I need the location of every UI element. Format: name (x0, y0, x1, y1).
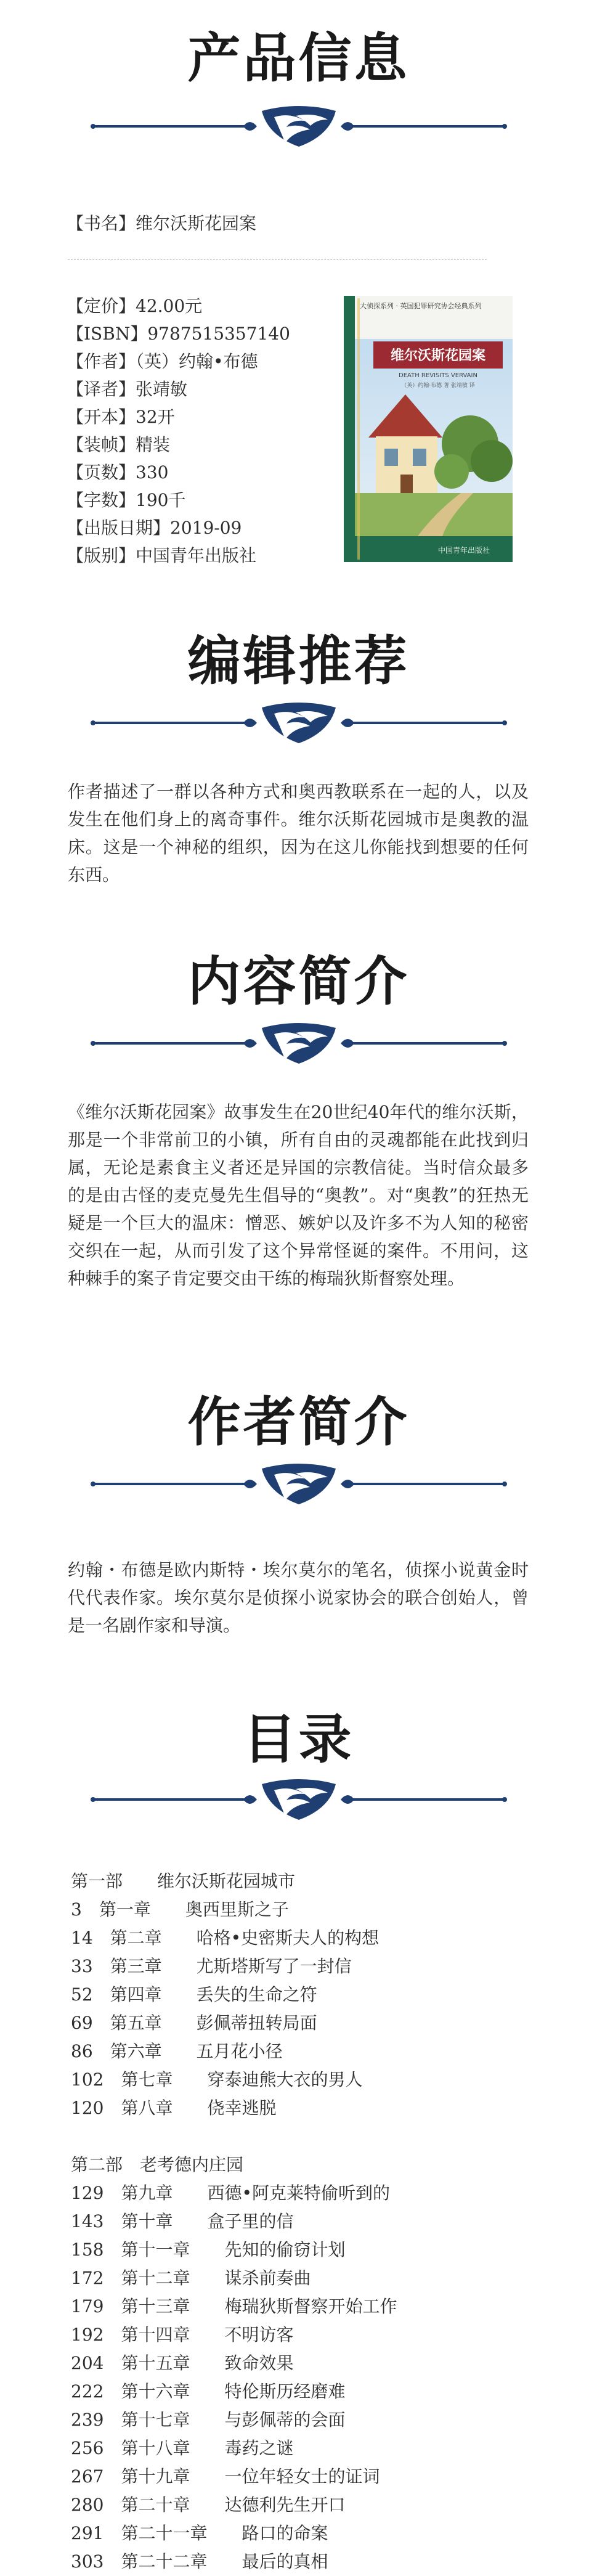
toc-item: 86 第六章 五月花小径 (71, 2041, 283, 2061)
toc-item: 239 第十七章 与彭佩蒂的会面 (71, 2410, 346, 2430)
pages-field: 【页数】330 (67, 462, 169, 483)
product-info-section (0, 0, 597, 598)
toc-item: 267 第十九章 一位年轻女士的证词 (71, 2466, 380, 2487)
author-field: 【作者】（英）约翰•布德 (67, 351, 258, 372)
toc-item: 222 第十六章 特伦斯历经磨难 (71, 2381, 346, 2402)
ornament-divider-icon (89, 695, 508, 751)
toc-part-heading: 第一部 维尔沃斯花园城市 (71, 1871, 296, 1891)
toc-item: 69 第五章 彭佩蒂扭转局面 (71, 2013, 317, 2033)
summary-text: 《维尔沃斯花园案》故事发生在20世纪40年代的维尔沃斯，那是一个非常前卫的小镇，所有自由的灵魂都能在此找到归属，无论是素食主义者还是异国的宗教信徒。当时信众最多的是由古怪的麦克曼先生倡导的“奥教”。对“奥教”的狂热无疑是一个巨大的温床：憎恶、嫉妒以及许多不为人知的秘密交织在一起，从而引发了这个异常怪诞的案件。不用问，这种棘手的案子肯定要交由干练的梅瑞狄斯督察处理。 (68, 1102, 529, 1289)
cover-top-text: 大侦探系列 · 英国犯罪研究协会经典系列 (360, 302, 482, 310)
cover-title: 维尔沃斯花园案 (390, 348, 485, 364)
toc-item: 143 第十章 盒子里的信 (71, 2211, 294, 2232)
toc-item: 172 第十二章 谋杀前奏曲 (71, 2268, 311, 2288)
toc-item: 158 第十一章 先知的偷窃计划 (71, 2240, 346, 2260)
toc-item: 291 第二十一章 路口的命案 (71, 2523, 328, 2543)
translator-field: 【译者】张靖敏 (67, 379, 188, 399)
editor-text: 作者描述了一群以各种方式和奥西教联系在一起的人，以及发生在他们身上的离奇事件。维尔沃斯花园城市是奥教的温床。这是一个神秘的组织，因为在这儿你能找到想要的任何东西。 (68, 781, 529, 885)
cover-subtitle: DEATH REVISITS VERVAIN (399, 372, 477, 379)
editor-title: 编辑推荐 (187, 630, 410, 692)
toc-item: 33 第三章 尤斯塔斯写了一封信 (71, 1956, 352, 1976)
toc-item: 256 第十八章 毒药之谜 (71, 2438, 294, 2458)
book-name-field: 【书名】维尔沃斯花园案 (67, 213, 257, 234)
editor-divider (0, 695, 597, 751)
toc-item: 52 第四章 丢失的生命之符 (71, 1984, 317, 2005)
toc-item: 14 第二章 哈格•史密斯夫人的构想 (71, 1928, 380, 1948)
wordcount-field: 【字数】190千 (67, 490, 186, 510)
toc-item: 192 第十四章 不明访客 (71, 2325, 294, 2345)
toc-spacer (71, 2122, 564, 2151)
ornament-divider-icon (89, 1016, 508, 1071)
toc-item: 3 第一章 奥西里斯之子 (71, 1899, 289, 1920)
pubdate-field: 【出版日期】2019-09 (67, 518, 242, 538)
editor-section (0, 616, 597, 885)
product-info-title: 产品信息 (187, 28, 410, 89)
summary-title: 内容简介 (187, 951, 410, 1013)
toc-part-heading: 第二部 老考德内庄园 (71, 2154, 244, 2175)
ornament-divider-icon (89, 1456, 508, 1512)
summary-section (0, 937, 597, 1356)
price-field: 【定价】42.00元 (67, 296, 203, 316)
book-cover-image (344, 296, 513, 562)
ornament-divider-icon (89, 1772, 508, 1827)
toc-item: 280 第二十章 达德利先生开口 (71, 2495, 346, 2515)
toc-divider (0, 1772, 597, 1827)
isbn-field: 【ISBN】9787515357140 (67, 324, 290, 344)
toc-item: 120 第八章 侥幸逃脱 (71, 2098, 277, 2118)
toc-list (71, 1867, 564, 2576)
book-fields-list (67, 292, 331, 569)
cover-author-line: （英）约翰·布德 著 张靖敏 译 (401, 383, 475, 389)
toc-item: 303 第二十二章 最后的真相 (71, 2551, 328, 2572)
toc-item: 204 第十五章 致命效果 (71, 2353, 294, 2373)
product-info-divider (0, 99, 597, 154)
binding-field: 【装帧】精装 (67, 434, 171, 455)
toc-item: 179 第十三章 梅瑞狄斯督察开始工作 (71, 2296, 397, 2317)
toc-item: 129 第九章 西德•阿克莱特偷听到的 (71, 2183, 390, 2203)
ornament-divider-icon (89, 99, 508, 154)
author-section (0, 1377, 597, 1661)
toc-title: 目录 (243, 1709, 354, 1771)
author-text: 约翰・布德是欧内斯特・埃尔莫尔的笔名，侦探小说黄金时代代表作家。埃尔莫尔是侦探小说家协会的联合创始人，曾是一名剧作家和导演。 (68, 1560, 529, 1636)
author-divider (0, 1456, 597, 1512)
cover-publisher: 中国青年出版社 (437, 546, 490, 555)
toc-item: 102 第七章 穿泰迪熊大衣的男人 (71, 2069, 363, 2090)
author-title: 作者简介 (187, 1392, 410, 1453)
publisher-field: 【版别】中国青年出版社 (67, 545, 257, 566)
toc-section (0, 1695, 597, 2572)
summary-divider (0, 1016, 597, 1071)
format-field: 【开本】32开 (67, 407, 175, 427)
